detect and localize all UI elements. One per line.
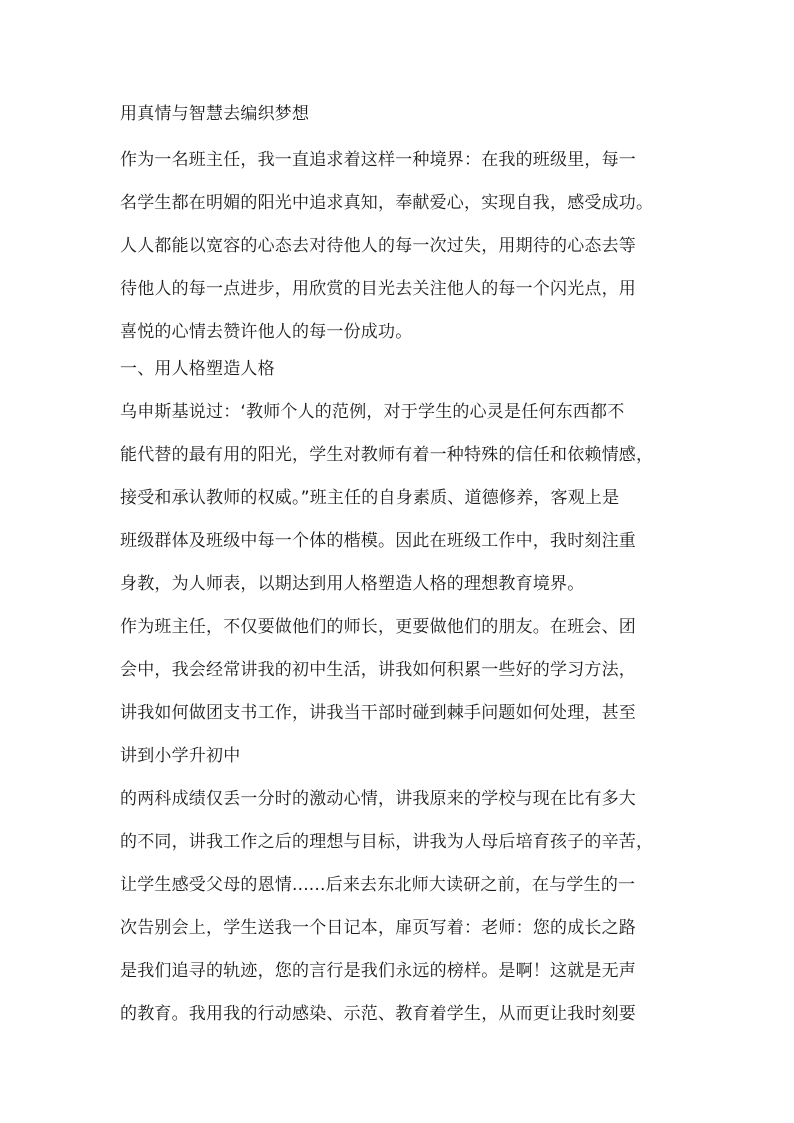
text-line: 喜悦的心情去赞许他人的每一份成功。: [120, 322, 413, 342]
text-line: 作为一名班主任，我一直追求着这样一种境界：在我的班级里，每一: [120, 150, 636, 170]
text-line: 讲我如何做团支书工作，讲我当干部时碰到棘手问题如何处理，甚至: [120, 703, 636, 723]
text-line: 名学生都在明媚的阳光中追求真知，奉献爱心，实现自我，感受成功。: [120, 193, 654, 213]
text-line: 待他人的每一点进步，用欣赏的目光去关注他人的每一个闪光点，用: [120, 279, 636, 299]
text-line: 的教育。我用我的行动感染、示范、教育着学生，从而更让我时刻要: [120, 1004, 636, 1024]
text-line: 作为班主任，不仅要做他们的师长，更要做他们的朋友。在班会、团: [120, 617, 636, 637]
text-line: 的不同，讲我工作之后的理想与目标，讲我为人母后培育孩子的辛苦，: [120, 832, 654, 852]
text-line: 身教，为人师表，以期达到用人格塑造人格的理想教育境界。: [120, 574, 585, 594]
text-line: 让学生感受父母的恩情......后来去东北师大读研之前，在与学生的一: [120, 875, 636, 895]
document-title: 用真情与智慧去编织梦想: [120, 104, 310, 124]
text-line: 会中，我会经常讲我的初中生活，讲我如何积累一些好的学习方法，: [120, 660, 636, 680]
text-line: 接受和承认教师的权威。”班主任的自身素质、道德修养，客观上是: [120, 488, 620, 508]
text-line: 班级群体及班级中每一个体的楷模。因此在班级工作中，我时刻注重: [120, 531, 636, 551]
text-line: 的两科成绩仅丢一分时的激动心情，讲我原来的学校与现在比有多大: [120, 789, 636, 809]
text-line: 次告别会上，学生送我一个日记本，扉页写着：老师：您的成长之路: [120, 918, 636, 938]
text-line: 人人都能以宽容的心态去对待他人的每一次过失，用期待的心态去等: [120, 236, 636, 256]
text-line: 是我们追寻的轨迹，您的言行是我们永远的榜样。是啊！这就是无声: [120, 961, 636, 981]
text-line: 乌申斯基说过：‘教师个人的范例，对于学生的心灵是任何东西都不: [120, 402, 625, 422]
text-line: 讲到小学升初中: [120, 746, 241, 766]
text-line: 能代替的最有用的阳光，学生对教师有着一种特殊的信任和依赖情感，: [120, 445, 654, 465]
section-heading: 一、用人格塑造人格: [120, 359, 275, 379]
